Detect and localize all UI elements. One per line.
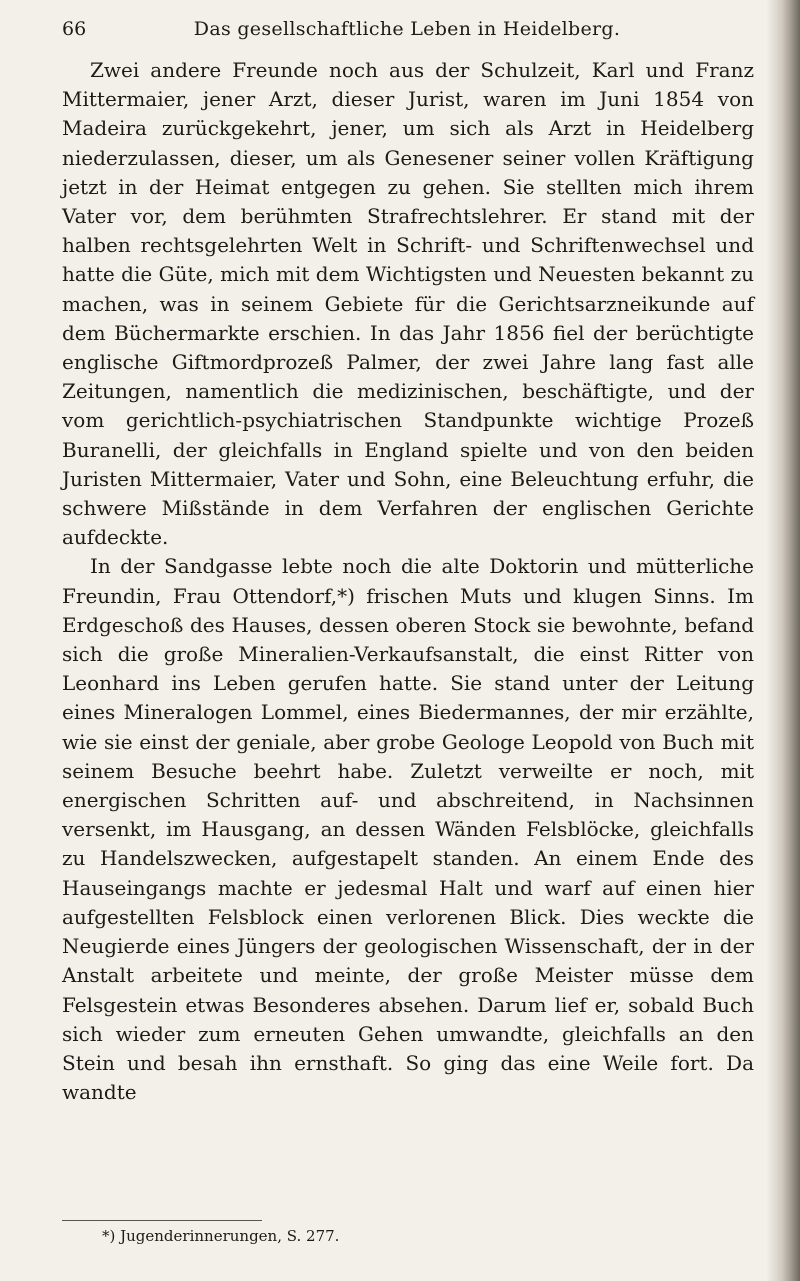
paragraph-2: In der Sandgasse lebte noch die alte Doktorin und mütterliche Freundin, Frau Ottendorf,*) frischen Muts und klugen Sinns. Im Erdgeschoß des Hauses, dessen oberen Stock sie bewohnte, befand sich die große Mineralien-Verkaufsanstalt, die einst Ritter von Leonhard ins Leben gerufen hatte. Sie stand unter der Leitung eines Mineralogen Lommel, eines Biedermannes, der mir erzählte, wie sie einst der geniale, aber grobe Geologe Leopold von Buch mit seinem Besuche beehrt habe. Zuletzt verweilte er noch, mit energischen Schritten auf- und abschreitend, in Nachsinnen versenkt, im Hausgang, an dessen Wänden Felsblöcke, gleichfalls zu Handelszwecken, aufgestapelt standen. An einem Ende des Hauseingangs machte er jedesmal Halt und warf auf einen hier aufgestellten Felsblock einen verlorenen Blick. Dies weckte die Neugierde eines Jüngers der geologischen Wissenschaft, der in der Anstalt arbeitete und meinte, der große Meister müsse dem Felsgestein etwas Besonderes absehen. Darum lief er, sobald Buch sich wieder zum erneuten Gehen umwandte, gleichfalls an den Stein und besah ihn ernsthaft. So ging das eine Weile fort. Da wandte [62,554,754,1105]
page-header [62,18,752,44]
page-number: 66 [62,18,87,40]
page-gutter-shade [766,0,772,1281]
book-spine-shadow [772,0,800,1281]
paragraph-1: Zwei andere Freunde noch aus der Schulzeit, Karl und Franz Mittermaier, jener Arzt, dieser Jurist, waren im Juni 1854 von Madeira zurückgekehrt, jener, um sich als Arzt in Heidelberg niederzulassen, dieser, um als Genesener seiner vollen Kräftigung jetzt in der Heimat entgegen zu gehen. Sie stellten mich ihrem Vater vor, dem berühmten Strafrechtslehrer. Er stand mit der halben rechtsgelehrten Welt in Schrift- und Schriftenwechsel und hatte die Güte, mich mit dem Wichtigsten und Neuesten bekannt zu machen, was in seinem Gebiete für die Gerichtsarzneikunde auf dem Büchermarkte erschien. In das Jahr 1856 fiel der berüchtigte englische Giftmordprozeß Palmer, der zwei Jahre lang fast alle Zeitungen, namentlich die medizinischen, beschäftigte, und der vom gerichtlich-psychiatrischen Standpunkte wichtige Prozeß Buranelli, der gleichfalls in England spielte und von den beiden Juristen Mittermaier, Vater und Sohn, eine Beleuchtung erfuhr, die schwere Mißstände in dem Verfahren der englischen Gerichte aufdeckte. [62,58,754,550]
running-title: Das gesellschaftliche Leben in Heidelberg. [193,18,621,40]
body-text [62,56,754,1107]
footnote-divider [62,1220,262,1221]
footnote: *) Jugenderinnerungen, S. 277. [102,1227,340,1245]
